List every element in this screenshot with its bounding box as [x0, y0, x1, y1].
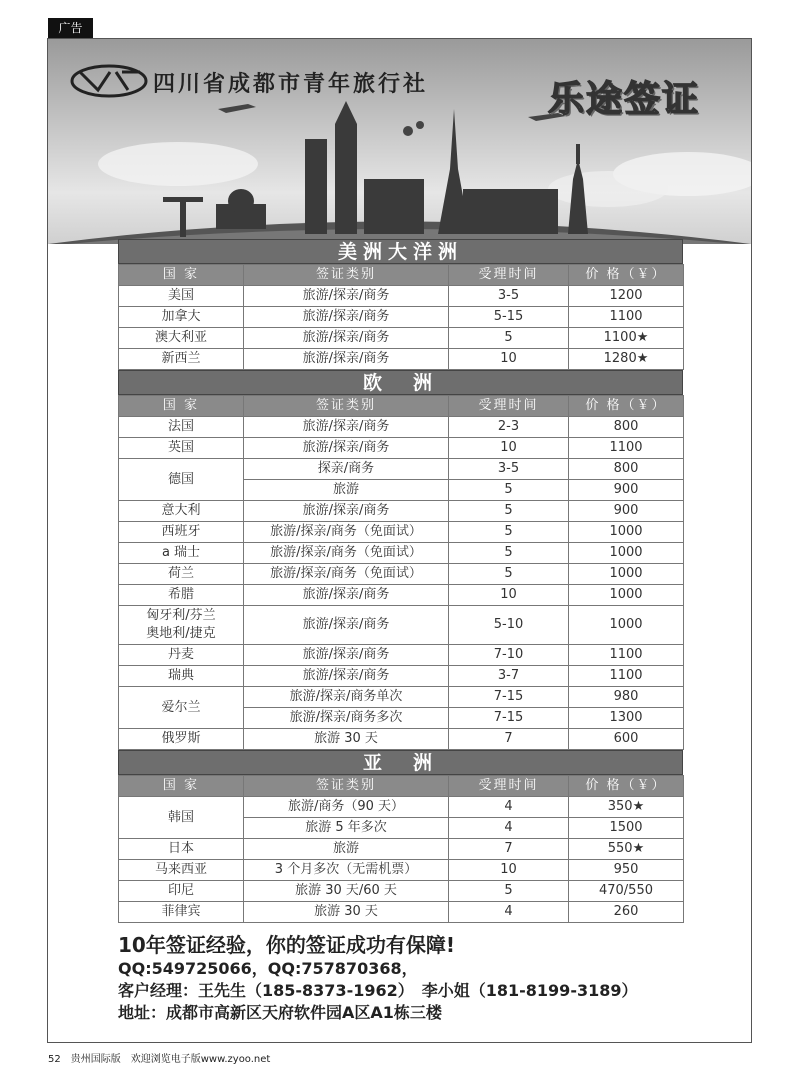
time-cell: 10 [449, 860, 569, 881]
table-row [119, 860, 684, 881]
table-row [119, 286, 684, 307]
column-header: 受理时间 [449, 776, 569, 797]
type-cell: 旅游/探亲/商务多次 [244, 708, 449, 729]
table-row [119, 307, 684, 328]
table-row [119, 459, 684, 480]
page-footer: 52 贵州国际版 欢迎浏览电子版www.zyoo.net [48, 1054, 271, 1065]
time-cell: 7 [449, 839, 569, 860]
table-row [119, 501, 684, 522]
price-cell: 260 [569, 902, 684, 923]
country-cell: 新西兰 [119, 349, 244, 370]
type-cell: 旅游/探亲/商务 [244, 307, 449, 328]
table-row [119, 797, 684, 818]
column-header-row [119, 396, 684, 417]
price-cell: 1000 [569, 522, 684, 543]
price-cell: 980 [569, 687, 684, 708]
address-line: 地址：成都市高新区天府软件园A区A1栋三楼 [118, 1003, 442, 1022]
type-cell: 旅游/探亲/商务 [244, 438, 449, 459]
price-cell: 1000 [569, 564, 684, 585]
table-row [119, 839, 684, 860]
table-row [119, 349, 684, 370]
country-cell: 美国 [119, 286, 244, 307]
price-cell: 1100 [569, 645, 684, 666]
time-cell: 7-10 [449, 645, 569, 666]
time-cell: 5 [449, 564, 569, 585]
country-cell: 丹麦 [119, 645, 244, 666]
column-header: 签证类别 [244, 396, 449, 417]
column-header: 签证类别 [244, 776, 449, 797]
price-cell: 800 [569, 459, 684, 480]
table-row [119, 729, 684, 750]
manager-line: 客户经理：王先生（185-8373-1962） 李小姐（181-8199-3189） [118, 981, 638, 1000]
price-cell: 1280★ [569, 349, 684, 370]
section-table [118, 775, 684, 923]
type-cell: 旅游/探亲/商务 [244, 585, 449, 606]
price-cell: 470/550 [569, 881, 684, 902]
time-cell: 5 [449, 543, 569, 564]
country-cell: 德国 [119, 459, 244, 501]
table-row [119, 902, 684, 923]
type-cell: 旅游/探亲/商务（免面试） [244, 522, 449, 543]
type-cell: 旅游/探亲/商务 [244, 606, 449, 645]
table-row [119, 606, 684, 645]
price-cell: 1200 [569, 286, 684, 307]
column-header: 国 家 [119, 396, 244, 417]
type-cell: 旅游 30 天 [244, 729, 449, 750]
country-cell: 匈牙利/芬兰 奥地利/捷克 [119, 606, 244, 645]
country-cell: 俄罗斯 [119, 729, 244, 750]
time-cell: 5 [449, 501, 569, 522]
agency-name: 四川省成都市青年旅行社 [153, 72, 429, 97]
type-cell: 旅游/探亲/商务 [244, 349, 449, 370]
time-cell: 7-15 [449, 708, 569, 729]
section-header: 美洲大洋洲 [118, 239, 683, 264]
country-cell: 西班牙 [119, 522, 244, 543]
time-cell: 4 [449, 818, 569, 839]
brand-title: 乐途签证 [548, 79, 701, 120]
section-header: 欧 洲 [118, 370, 683, 395]
time-cell: 3-5 [449, 459, 569, 480]
type-cell: 旅游/探亲/商务（免面试） [244, 564, 449, 585]
table-row [119, 881, 684, 902]
type-cell: 旅游 30 天/60 天 [244, 881, 449, 902]
price-cell: 1000 [569, 606, 684, 645]
type-cell: 旅游 [244, 839, 449, 860]
type-cell: 旅游/探亲/商务单次 [244, 687, 449, 708]
price-cell: 950 [569, 860, 684, 881]
column-header: 受理时间 [449, 396, 569, 417]
time-cell: 10 [449, 349, 569, 370]
country-cell: 马来西亚 [119, 860, 244, 881]
country-cell: 印尼 [119, 881, 244, 902]
time-cell: 5 [449, 328, 569, 349]
type-cell: 旅游/商务（90 天） [244, 797, 449, 818]
time-cell: 5-10 [449, 606, 569, 645]
table-row [119, 417, 684, 438]
slogan: 10年签证经验，你的签证成功有保障! [118, 933, 455, 957]
price-cell: 550★ [569, 839, 684, 860]
type-cell: 旅游/探亲/商务 [244, 328, 449, 349]
time-cell: 2-3 [449, 417, 569, 438]
table-row [119, 666, 684, 687]
country-cell: 加拿大 [119, 307, 244, 328]
price-cell: 1100 [569, 666, 684, 687]
price-cell: 1100 [569, 307, 684, 328]
type-cell: 旅游/探亲/商务 [244, 501, 449, 522]
country-cell: 菲律宾 [119, 902, 244, 923]
price-cell: 350★ [569, 797, 684, 818]
type-cell: 旅游/探亲/商务 [244, 417, 449, 438]
column-header: 价 格（￥） [569, 396, 684, 417]
table-row [119, 645, 684, 666]
time-cell: 4 [449, 902, 569, 923]
country-cell: 希腊 [119, 585, 244, 606]
time-cell: 3-5 [449, 286, 569, 307]
country-cell: 澳大利亚 [119, 328, 244, 349]
time-cell: 10 [449, 438, 569, 459]
price-cell: 1100 [569, 438, 684, 459]
table-row [119, 543, 684, 564]
column-header-row [119, 776, 684, 797]
agency-logo [70, 64, 148, 98]
price-cell: 800 [569, 417, 684, 438]
column-header: 价 格（￥） [569, 265, 684, 286]
price-cell: 1000 [569, 585, 684, 606]
price-cell: 1000 [569, 543, 684, 564]
time-cell: 5 [449, 881, 569, 902]
time-cell: 7-15 [449, 687, 569, 708]
type-cell: 旅游 30 天 [244, 902, 449, 923]
type-cell: 旅游/探亲/商务 [244, 666, 449, 687]
price-cell: 900 [569, 501, 684, 522]
type-cell: 3 个月多次（无需机票） [244, 860, 449, 881]
price-cell: 1300 [569, 708, 684, 729]
column-header: 受理时间 [449, 265, 569, 286]
table-row [119, 564, 684, 585]
country-cell: 法国 [119, 417, 244, 438]
type-cell: 旅游 [244, 480, 449, 501]
price-cell: 1100★ [569, 328, 684, 349]
type-cell: 旅游/探亲/商务（免面试） [244, 543, 449, 564]
table-row [119, 328, 684, 349]
time-cell: 10 [449, 585, 569, 606]
price-cell: 600 [569, 729, 684, 750]
price-cell: 1500 [569, 818, 684, 839]
type-cell: 旅游 5 年多次 [244, 818, 449, 839]
time-cell: 5 [449, 480, 569, 501]
table-row [119, 438, 684, 459]
country-cell: a 瑞士 [119, 543, 244, 564]
contact-info [118, 932, 738, 1024]
column-header: 国 家 [119, 265, 244, 286]
column-header: 国 家 [119, 776, 244, 797]
hero-banner [48, 39, 751, 244]
section-table [118, 395, 684, 750]
table-row [119, 522, 684, 543]
section-header: 亚 洲 [118, 750, 683, 775]
country-cell: 意大利 [119, 501, 244, 522]
country-cell: 日本 [119, 839, 244, 860]
table-row [119, 585, 684, 606]
country-cell: 英国 [119, 438, 244, 459]
column-header: 签证类别 [244, 265, 449, 286]
time-cell: 4 [449, 797, 569, 818]
visa-price-table [118, 239, 683, 923]
ad-frame [47, 38, 752, 1043]
time-cell: 5 [449, 522, 569, 543]
table-row [119, 687, 684, 708]
country-cell: 瑞典 [119, 666, 244, 687]
time-cell: 7 [449, 729, 569, 750]
price-cell: 900 [569, 480, 684, 501]
type-cell: 探亲/商务 [244, 459, 449, 480]
column-header-row [119, 265, 684, 286]
column-header: 价 格（￥） [569, 776, 684, 797]
country-cell: 爱尔兰 [119, 687, 244, 729]
type-cell: 旅游/探亲/商务 [244, 286, 449, 307]
country-cell: 韩国 [119, 797, 244, 839]
country-cell: 荷兰 [119, 564, 244, 585]
ad-tag: 广告 [48, 18, 93, 38]
section-table [118, 264, 684, 370]
type-cell: 旅游/探亲/商务 [244, 645, 449, 666]
qq-line: QQ:549725066，QQ:757870368， [118, 959, 418, 978]
time-cell: 5-15 [449, 307, 569, 328]
time-cell: 3-7 [449, 666, 569, 687]
